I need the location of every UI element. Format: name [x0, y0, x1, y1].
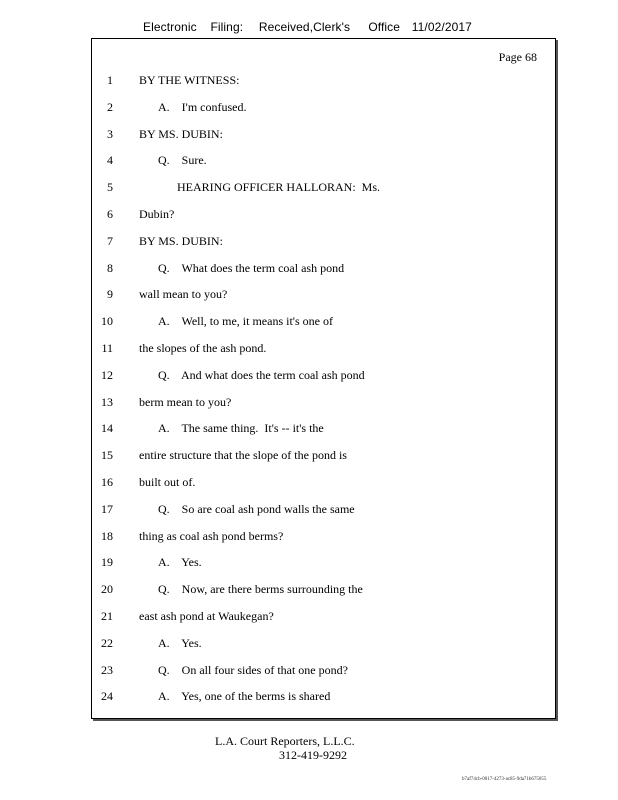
line-text: HEARING OFFICER HALLORAN: Ms. [177, 180, 381, 195]
transcript-line [0, 555, 618, 571]
line-text: A. Well, to me, it means it's one of [158, 314, 333, 329]
filing-stamp [143, 20, 472, 34]
transcript-line [0, 368, 618, 384]
transcript-line [0, 73, 618, 89]
line-number: 7 [107, 233, 113, 248]
line-number: 22 [101, 635, 113, 650]
transcript-line [0, 127, 618, 143]
transcript-line [0, 207, 618, 223]
line-text: Q. Now, are there berms surrounding the [158, 582, 363, 597]
line-text: thing as coal ash pond berms? [139, 528, 284, 543]
line-number: 19 [101, 555, 113, 570]
line-text: A. Yes. [158, 555, 202, 570]
line-text: Q. So are coal ash pond walls the same [158, 501, 355, 516]
transcript-line [0, 636, 618, 652]
transcript-line [0, 689, 618, 705]
transcript-line [0, 395, 618, 411]
line-text: Dubin? [139, 207, 175, 221]
transcript-line [0, 448, 618, 464]
line-text: berm mean to you? [139, 394, 232, 409]
filing-stamp-word-3: Received,Clerk's [258, 20, 351, 34]
line-text: Q. On all four sides of that one pond? [158, 662, 348, 677]
line-number: 20 [101, 582, 113, 597]
line-number: 6 [107, 207, 113, 221]
line-number: 18 [101, 528, 113, 543]
transcript-line [0, 609, 618, 625]
line-text: the slopes of the ash pond. [139, 341, 267, 355]
page-number: Page 68 [498, 50, 537, 64]
line-text: A. Yes, one of the berms is shared [158, 689, 331, 704]
filing-stamp-word-1: Electronic [143, 20, 197, 34]
line-number: 10 [101, 314, 113, 329]
footer [215, 734, 355, 762]
line-number: 3 [107, 126, 113, 141]
transcript-line [0, 261, 618, 277]
line-number: 16 [101, 475, 113, 489]
line-number: 12 [101, 367, 113, 382]
line-number: 5 [107, 180, 113, 195]
transcript-line [0, 421, 618, 437]
line-number: 24 [101, 689, 113, 704]
line-number: 14 [101, 421, 113, 436]
line-number: 1 [107, 73, 113, 87]
transcript-line [0, 502, 618, 518]
line-text: BY MS. DUBIN: [139, 126, 223, 141]
filing-stamp-word-5: 11/02/2017 [411, 20, 472, 34]
line-number: 15 [101, 448, 113, 463]
transcript-line [0, 287, 618, 303]
line-number: 13 [101, 394, 113, 409]
line-number: 9 [107, 287, 113, 302]
line-number: 21 [101, 609, 113, 623]
line-text: A. The same thing. It's -- it's the [158, 421, 324, 436]
line-text: Q. What does the term coal ash pond [158, 260, 345, 275]
line-number: 17 [101, 501, 113, 516]
line-number: 23 [101, 662, 113, 677]
transcript-line [0, 100, 618, 116]
transcript-line [0, 475, 618, 491]
line-number: 8 [107, 260, 113, 275]
line-number: 4 [107, 153, 113, 168]
document-hash: b7af74cb-0017-4273-ac85-9da71b675055 [462, 777, 547, 782]
transcript-line [0, 180, 618, 196]
line-text: Q. And what does the term coal ash pond [158, 367, 365, 382]
line-number: 2 [107, 99, 113, 114]
line-text: Q. Sure. [158, 153, 207, 168]
transcript-line [0, 153, 618, 169]
line-text: east ash pond at Waukegan? [139, 609, 274, 623]
transcript-line [0, 529, 618, 545]
court-reporter-phone: 312-419-9292 [279, 748, 347, 762]
line-text: entire structure that the slope of the pond is [139, 448, 347, 463]
line-text: A. I'm confused. [158, 99, 247, 114]
transcript-line [0, 314, 618, 330]
filing-stamp-word-4: Office [368, 20, 401, 34]
court-reporter-name: L.A. Court Reporters, L.L.C. [215, 734, 355, 748]
transcript-line [0, 341, 618, 357]
transcript-line [0, 582, 618, 598]
line-text: A. Yes. [158, 635, 202, 650]
line-text: built out of. [139, 475, 196, 489]
line-text: BY THE WITNESS: [139, 73, 240, 87]
filing-stamp-word-2: Filing: [210, 20, 244, 34]
line-text: BY MS. DUBIN: [139, 233, 223, 248]
transcript-line [0, 663, 618, 679]
transcript-line [0, 234, 618, 250]
line-text: wall mean to you? [139, 287, 228, 302]
line-number: 11 [101, 341, 113, 355]
